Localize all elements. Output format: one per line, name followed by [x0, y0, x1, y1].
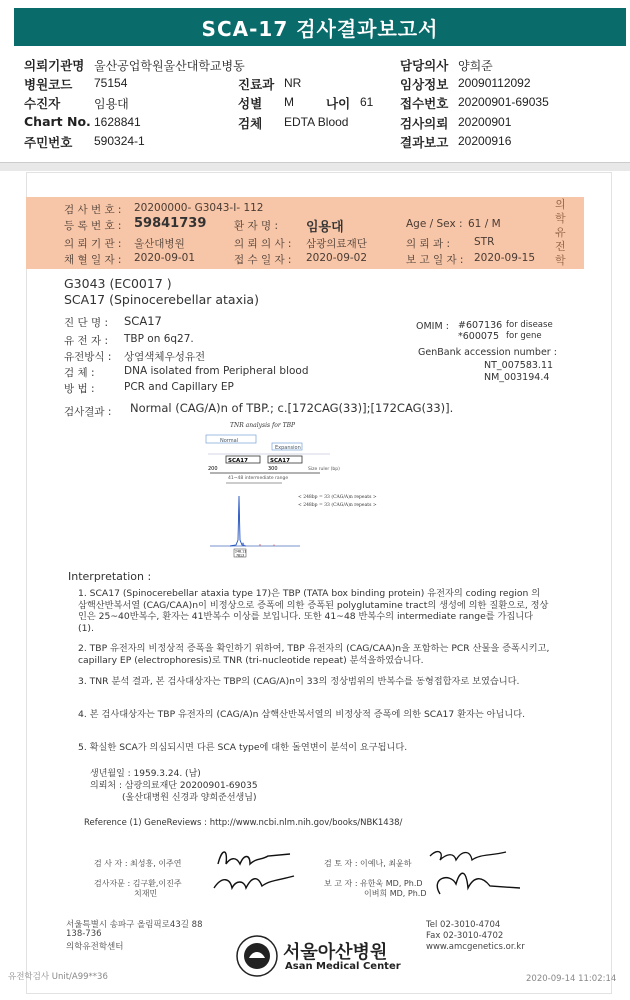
report-title: SCA-17 검사결과보고서 [14, 8, 626, 46]
row3-label3: 접수번호 [400, 96, 449, 111]
patient-name: 임용대 [306, 220, 344, 235]
address-3: 의학유전학센터 [66, 942, 124, 952]
allele1: < 248bp = 33 (CAG/A)n repeats > [298, 495, 377, 500]
reference: Reference (1) GeneReviews : http://www.ncbi.nlm.nih.gov/books/NBK1438/ [84, 818, 403, 828]
inst-label: 의 뢰 기 관 : [64, 238, 122, 250]
result-value: Normal (CAG/A)n of TBP.; c.[172CAG(33)];[172CAG(33)]. [130, 401, 454, 415]
row1-label3: 담당의사 [400, 58, 449, 73]
sig-manager-2: 치재민 [134, 889, 158, 898]
omim-gene: *600075 [458, 331, 500, 342]
test-name: SCA17 (Spinocerebellar ataxia) [64, 292, 259, 307]
row4-label3: 검사의뢰 [400, 116, 449, 131]
row5-label: 주민번호 [24, 135, 73, 150]
row3-label2: 성별 [238, 96, 263, 111]
tnr-figure [170, 418, 420, 558]
interp-title: Interpretation : [68, 570, 152, 583]
tick-200: 200 [208, 466, 218, 472]
exam-no: 20200000- G3043-I- 112 [134, 202, 264, 214]
signature-scribbles-right [410, 842, 530, 906]
rep-date-label: 보 고 일 자 : [406, 254, 464, 266]
normal-label: Normal [220, 438, 239, 444]
interp-5: 5. 확실한 SCA가 의심되시면 다른 SCA type에 대한 돌연변이 분석이 요구됩니다. [78, 742, 408, 753]
fax: Fax 02-3010-4702 [426, 931, 504, 941]
dept-label: 의 뢰 과 : [406, 238, 450, 250]
recv-date-label: 접 수 일 자 : [234, 254, 292, 266]
rep-date: 2020-09-15 [474, 252, 536, 264]
address-1: 서울특별시 송파구 올림픽로43길 88 [66, 920, 203, 930]
sig-reviewer: 검 토 자 : 이예나, 최윤하 [324, 859, 412, 868]
sig-tester: 검 사 자 : 최성흥, 이주연 [94, 859, 182, 868]
genbank-1: NT_007583.11 [484, 360, 554, 371]
interp-2: 2. TBP 유전자의 비정상적 증폭을 확인하기 위하여, TBP 유전자의 (CAG/CAA)n을 포함하는 PCR 산물을 증폭시키고, capillary EP (electrophoresis)로 TNR (tri-nucleotide repeat) 분석을하였습니다. [78, 643, 550, 666]
requester-info-2: (울산대병원 신경과 양희준선생님) [122, 793, 257, 803]
section-divider [0, 162, 630, 171]
sig-reporter-2: 이벼희 MD, Ph.D [364, 889, 427, 898]
diag: SCA17 [124, 314, 162, 328]
logo-english: Asan Medical Center [285, 961, 401, 972]
inherit: 상염색체우성유전 [124, 351, 206, 363]
reg-no: 59841739 [134, 216, 207, 231]
logo-korean: 서울아산병원 [283, 942, 388, 963]
row4-value3: 20200901 [458, 115, 512, 129]
row3-value3: 20200901-69035 [458, 95, 549, 109]
requester-info: 의뢰처 : 삼광의료재단 20200901-69035 [90, 781, 258, 791]
omim-disease: #607136 [458, 320, 503, 331]
row4-value: 1628841 [94, 115, 141, 129]
row4-label: Chart No. [24, 114, 91, 129]
peak-label-2: 7813 [236, 553, 245, 558]
reqdoc-label: 의 뢰 의 사 : [234, 238, 292, 250]
sample-date: 2020-09-01 [134, 252, 196, 264]
method-label: 방 법 : [64, 383, 95, 395]
sca17-b: SCA17 [270, 458, 290, 464]
footer-left: 유전학검사 Unit/A99**36 [8, 972, 108, 982]
row2-label2: 진료과 [238, 77, 275, 92]
row3-label: 수진자 [24, 96, 61, 111]
row2-value3: 20090112092 [458, 76, 531, 90]
tel: Tel 02-3010-4704 [426, 920, 501, 930]
row3-label2b: 나이 [326, 96, 351, 111]
row3-value2b: 61 [360, 95, 374, 109]
row2-value: 75154 [94, 76, 128, 90]
gene: TBP on 6q27. [124, 333, 194, 345]
size-ruler: Size ruler (bp) [308, 467, 340, 472]
row2-label: 병원코드 [24, 77, 73, 92]
interm-range: 41~48 intermediate range [228, 476, 289, 481]
omim-gene-note: for gene [506, 331, 542, 341]
dept: STR [474, 236, 495, 248]
fig-title: TNR analysis for TBP [230, 422, 296, 429]
row1-value: 울산공업학원울산대학교병동 [94, 59, 245, 73]
row1-label: 의뢰기관명 [24, 58, 85, 73]
row4-value2: EDTA Blood [284, 115, 349, 129]
row5-value3: 20200916 [458, 134, 512, 148]
recv-date: 2020-09-02 [306, 252, 368, 264]
patient-label: 환 자 명 : [234, 220, 278, 232]
row3-value2: M [284, 95, 294, 109]
allele2: < 248bp = 33 (CAG/A)n repeats > [298, 503, 377, 508]
birth-info: 생년월일 : 1959.3.24. (남) [90, 769, 201, 779]
genbank-label: GenBank accession number : [418, 347, 557, 358]
sca17-a: SCA17 [228, 458, 248, 464]
interp-1: 1. SCA17 (Spinocerebellar ataxia type 17)은 TBP (TATA box binding protein) 유전자의 coding region 의 삼핵산반복서열 (CAG/CAA)n이 비정상으로 증폭에 의한 증폭된 polyglutamine tract의 생성에 의한 질환으로, 정상인은 25~40반복수, 환자는 41반복수 이상를 보입니다. 또한 41~48 반복수의 intermediate range를 가집니다 (1). [78, 588, 549, 634]
expansion-label: Expansion [275, 445, 301, 451]
specimen-label: 검 체 : [64, 367, 95, 379]
main-peak [230, 496, 246, 546]
row4-label2: 검체 [238, 116, 263, 131]
inherit-label: 유전방식 : [64, 351, 112, 363]
genbank-2: NM_003194.4 [484, 372, 550, 383]
diag-label: 진 단 명 : [64, 317, 108, 329]
row2-label3: 임상정보 [400, 77, 449, 92]
asan-foundation-logo-icon [235, 934, 279, 978]
reqdoc: 삼광의료재단 [306, 238, 367, 250]
specimen: DNA isolated from Peripheral blood [124, 365, 309, 377]
row3-value: 임용대 [94, 97, 129, 111]
agesex-label: Age / Sex : [406, 218, 463, 230]
method: PCR and Capillary EP [124, 381, 234, 393]
row5-label3: 결과보고 [400, 135, 449, 150]
omim-disease-note: for disease [506, 320, 553, 330]
website: www.amcgenetics.or.kr [426, 942, 525, 952]
sig-reporter: 보 고 자 : 유한욱 MD, Ph.D [324, 879, 423, 888]
exam-no-label: 검 사 번 호 : [64, 204, 122, 216]
agesex: 61 / M [468, 218, 501, 230]
gene-label: 유 전 자 : [64, 335, 108, 347]
peak-label-1: 248.11 [235, 549, 247, 554]
interp-4: 4. 본 검사대상자는 TBP 유전자의 (CAG/A)n 삼핵산반복서열의 비정상적 증폭에 의한 SCA17 환자는 아닙니다. [78, 709, 526, 720]
inst: 울산대병원 [134, 238, 185, 250]
sample-date-label: 채 혈 일 자 : [64, 254, 122, 266]
result-label: 검사결과 : [64, 406, 112, 418]
tick-300: 300 [268, 466, 278, 472]
row1-value3: 양희준 [458, 59, 493, 73]
test-code: G3043 (EC0017 ) [64, 276, 172, 291]
address-2: 138-736 [66, 929, 102, 939]
row5-value: 590324-1 [94, 134, 145, 148]
row2-value2: NR [284, 76, 302, 90]
vertical-dept-label: 의학유전학 [555, 198, 566, 267]
sig-manager: 검사자문 : 김구환,이진주 [94, 879, 182, 888]
signature-scribbles-left [200, 836, 310, 896]
footer-timestamp: 2020-09-14 11:02:14 [526, 974, 617, 984]
omim-label: OMIM : [416, 321, 449, 332]
interp-3: 3. TNR 분석 결과, 본 검사대상자는 TBP의 (CAG/A)n이 33의 정상범위의 반복수를 동형접합자로 보였습니다. [78, 676, 520, 687]
reg-no-label: 등 록 번 호 : [64, 220, 122, 232]
